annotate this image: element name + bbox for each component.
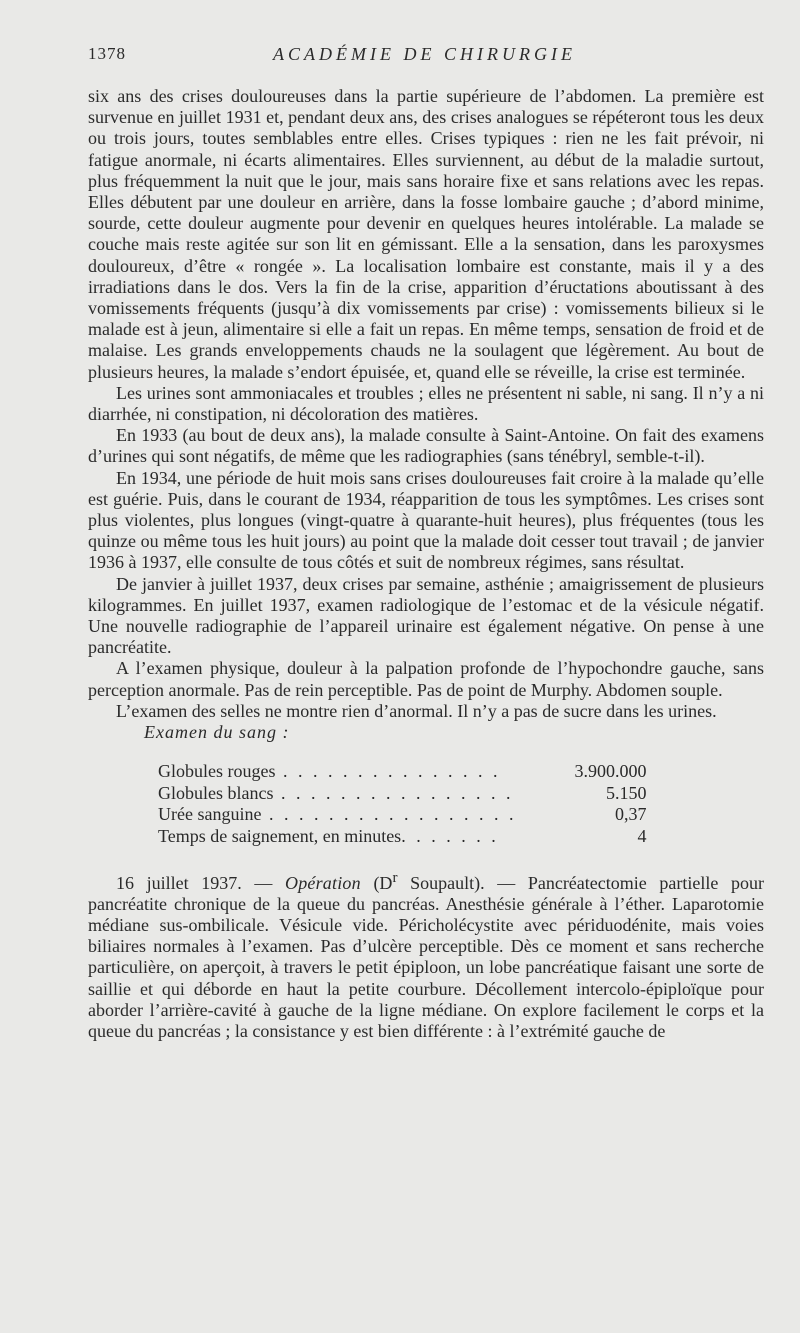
page-header bbox=[88, 44, 772, 70]
paragraph: En 1933 (au bout de deux ans), la malade consulte à Saint-Antoine. On fait des examens d’urines qui sont négatifs, de même que les radiographies (sans ténébryl, semble-t-il). bbox=[88, 425, 764, 467]
table-row bbox=[158, 804, 646, 826]
result-value: 0,37 bbox=[614, 804, 647, 825]
body-text bbox=[88, 86, 764, 1042]
result-label: Urée sanguine . . . . . . . . . . . . . . . . . bbox=[158, 804, 517, 825]
result-value: 3.900.000 bbox=[574, 761, 647, 782]
result-value: 5.150 bbox=[605, 782, 647, 803]
paragraph: L’examen des selles ne montre rien d’anormal. Il n’y a pas de sucre dans les urines. bbox=[116, 700, 717, 721]
table-row bbox=[158, 761, 646, 783]
result-label: Globules rouges . . . . . . . . . . . . . . . bbox=[158, 761, 501, 782]
paragraph: Les urines sont ammoniacales et troubles ; elles ne présentent ni sable, ni sang. Il n’y a ni diarrhée, ni constipation, ni décoloration des matières. bbox=[88, 382, 764, 425]
page-number: 1378 bbox=[88, 44, 126, 63]
paragraph: six ans des crises douloureuses dans la partie supérieure de l’abdomen. La première est survenue en juillet 1931 et, pendant deux ans, des crises analogues se répéteront tous les deux ou trois jours, toutes semblables entre elles. Crises typiques : rien ne les fait prévoir, ni fatigue anormale, ni écarts alimentaires. Elles surviennent, au début de la maladie surtout, plus fréquemment la nuit que le jour, mais sans horaire fixe et sans relations avec les repas. Elles débutent par une douleur en arrière, dans la fosse lombaire gauche ; d’abord minime, sourde, cette douleur augmente pour devenir en quelques heures intolérable. La malade se couche mais reste agitée sur son lit en gémissant. Elle a la sensation, dans les paroxysmes douloureux, d’être « rongée ». La localisation lombaire est constante, mais il y a des irradiations dans le dos. Vers la fin de la crise, apparition d’éructations aboutissant à des vomissements fréquents (jusqu’à dix vomissements par crise) : vomissements bilieux si le malade est à jeun, alimentaire si elle a fait un repas. En même temps, sensation de froid et de malaise. Les grands enveloppements chauds ne la soulagent que légèrement. Au bout de plusieurs heures, la malade s’endort épuisée, et, quand elle se réveille, la crise est terminée. bbox=[88, 86, 764, 382]
operation-paragraph: 16 juillet 1937. — Opération ($D^r$ Soupault). — Pancréatectomie partielle pour pancréatite chronique de la queue du pancréas. Anesthésie générale à l’éther. Laparotomie médiane sus-ombilicale. Vésicule vide. Péricholécystite avec périduodénite, mais voies biliaires normales à l’examen. Pas d’ulcère perceptible. Dès ce moment et sans recherche particulière, on aperçoit, à travers le petit épiploon, un lobe pancréatique faisant une sorte de saillie et qui déborde en haut la petite courbure. Décollement intercolo-épiploïque pour aborder l’arrière-cavité à gauche de la ligne médiane. On explore facilement le corps et la queue du pancréas ; la consistance y est bien différente : à l’extrémité gauche de bbox=[88, 869, 764, 1042]
paragraph: De janvier à juillet 1937, deux crises par semaine, asthénie ; amaigrissement de plusieurs kilogrammes. En juillet 1937, examen radiologique de l’estomac et de la vésicule négatif. Une nouvelle radiographie de l’appareil urinaire est également négative. On pense à une pancréatite. bbox=[88, 573, 764, 658]
result-value: 4 bbox=[637, 826, 647, 847]
running-head: ACADÉMIE DE CHIRURGIE bbox=[273, 44, 576, 64]
result-label: Globules blancs . . . . . . . . . . . . . . . . bbox=[158, 782, 514, 803]
table-row bbox=[158, 826, 646, 848]
blood-results-table bbox=[158, 761, 646, 847]
exam-heading: Examen du sang : bbox=[144, 722, 290, 743]
table-row bbox=[158, 783, 646, 805]
paragraph: En 1934, une période de huit mois sans crises douloureuses fait croire à la malade qu’elle est guérie. Puis, dans le courant de 1934, réapparition de tous les symptômes. Les crises sont plus violentes, plus longues (vingt-quatre à quarante-huit heures), plus fréquentes (tous les quinze ou même tous les huit jours) au point que la malade doit cesser tout travail ; de janvier 1936 à 1937, elle consulte de tous côtés et suit de nombreux régimes, sans résultat. bbox=[88, 467, 764, 573]
result-label: Temps de saignement, en minutes. . . . . . . bbox=[158, 826, 499, 847]
operation-title: Opération bbox=[285, 872, 361, 893]
paragraph: A l’examen physique, douleur à la palpation profonde de l’hypochondre gauche, sans perception anormale. Pas de rein perceptible. Pas de point de Murphy. Abdomen souple. bbox=[88, 658, 764, 700]
